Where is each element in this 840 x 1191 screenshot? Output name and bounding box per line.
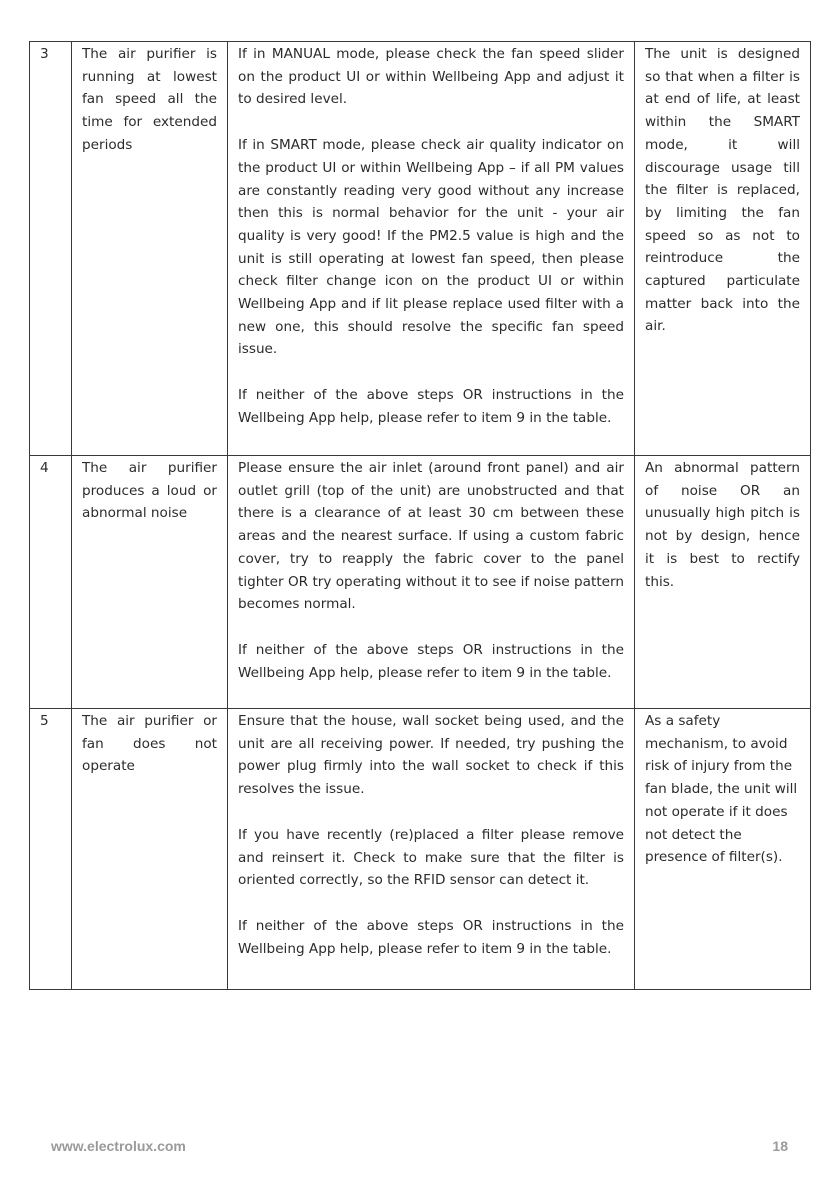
reason-cell: The unit is designed so that when a filter is at end of life, at least within the SMART mode, it will discourage usage till the filter is replaced, by limiting the fan speed so as not to reintroduce the captured particulate matter back into the air. [635, 42, 811, 456]
solution-paragraph: If you have recently (re)placed a filter please remove and reinsert it. Check to make sure that the filter is oriented correctly, so the RFID sensor can detect it. [238, 826, 624, 889]
footer-website: www.electrolux.com [51, 1138, 186, 1154]
table-row [30, 42, 811, 456]
page-number: 18 [772, 1138, 788, 1154]
row-number: 3 [30, 42, 72, 456]
problem-cell: The air purifier is running at lowest fan speed all the time for extended periods [72, 42, 228, 456]
solution-cell [228, 42, 635, 456]
solution-cell [228, 456, 635, 709]
solution-paragraph: If in SMART mode, please check air quality indicator on the product UI or within Wellbeing App – if all PM values are constantly reading very good without any increase then this is normal behavior for the unit - your air quality is very good! If the PM2.5 value is high and the unit is still operating at lowest fan speed, then please check filter change icon on the product UI or within Wellbeing App and if lit please replace used filter with a new one, this should resolve the specific fan speed issue. [238, 137, 624, 358]
solution-paragraph: If neither of the above steps OR instructions in the Wellbeing App help, please refer to item 9 in the table. [238, 641, 624, 681]
reason-cell: As a safety mechanism, to avoid risk of injury from the fan blade, the unit will not operate if it does not detect the presence of filter(s). [635, 709, 811, 990]
row-number: 4 [30, 456, 72, 709]
solution-paragraph: If neither of the above steps OR instructions in the Wellbeing App help, please refer to item 9 in the table. [238, 917, 624, 957]
problem-cell: The air purifier or fan does not operate [72, 709, 228, 990]
solution-paragraph: Ensure that the house, wall socket being used, and the unit are all receiving power. If needed, try pushing the power plug firmly into the wall socket to check if this resolves the issue. [238, 713, 624, 798]
row-number: 5 [30, 709, 72, 990]
table-row [30, 709, 811, 990]
solution-cell [228, 709, 635, 990]
solution-paragraph: If in MANUAL mode, please check the fan speed slider on the product UI or within Wellbeing App and adjust it to desired level. [238, 46, 624, 108]
problem-cell: The air purifier produces a loud or abnormal noise [72, 456, 228, 709]
solution-paragraph: Please ensure the air inlet (around front panel) and air outlet grill (top of the unit) are unobstructed and that there is a clearance of at least 30 cm between these areas and the nearest surface. If using a custom fabric cover, try to reapply the fabric cover to the panel tighter OR try operating without it to see if noise pattern becomes normal. [238, 460, 624, 613]
troubleshooting-table [29, 41, 811, 990]
table-row [30, 456, 811, 709]
solution-paragraph: If neither of the above steps OR instructions in the Wellbeing App help, please refer to item 9 in the table. [238, 387, 624, 426]
reason-cell: An abnormal pattern of noise OR an unusually high pitch is not by design, hence it is best to rectify this. [635, 456, 811, 709]
